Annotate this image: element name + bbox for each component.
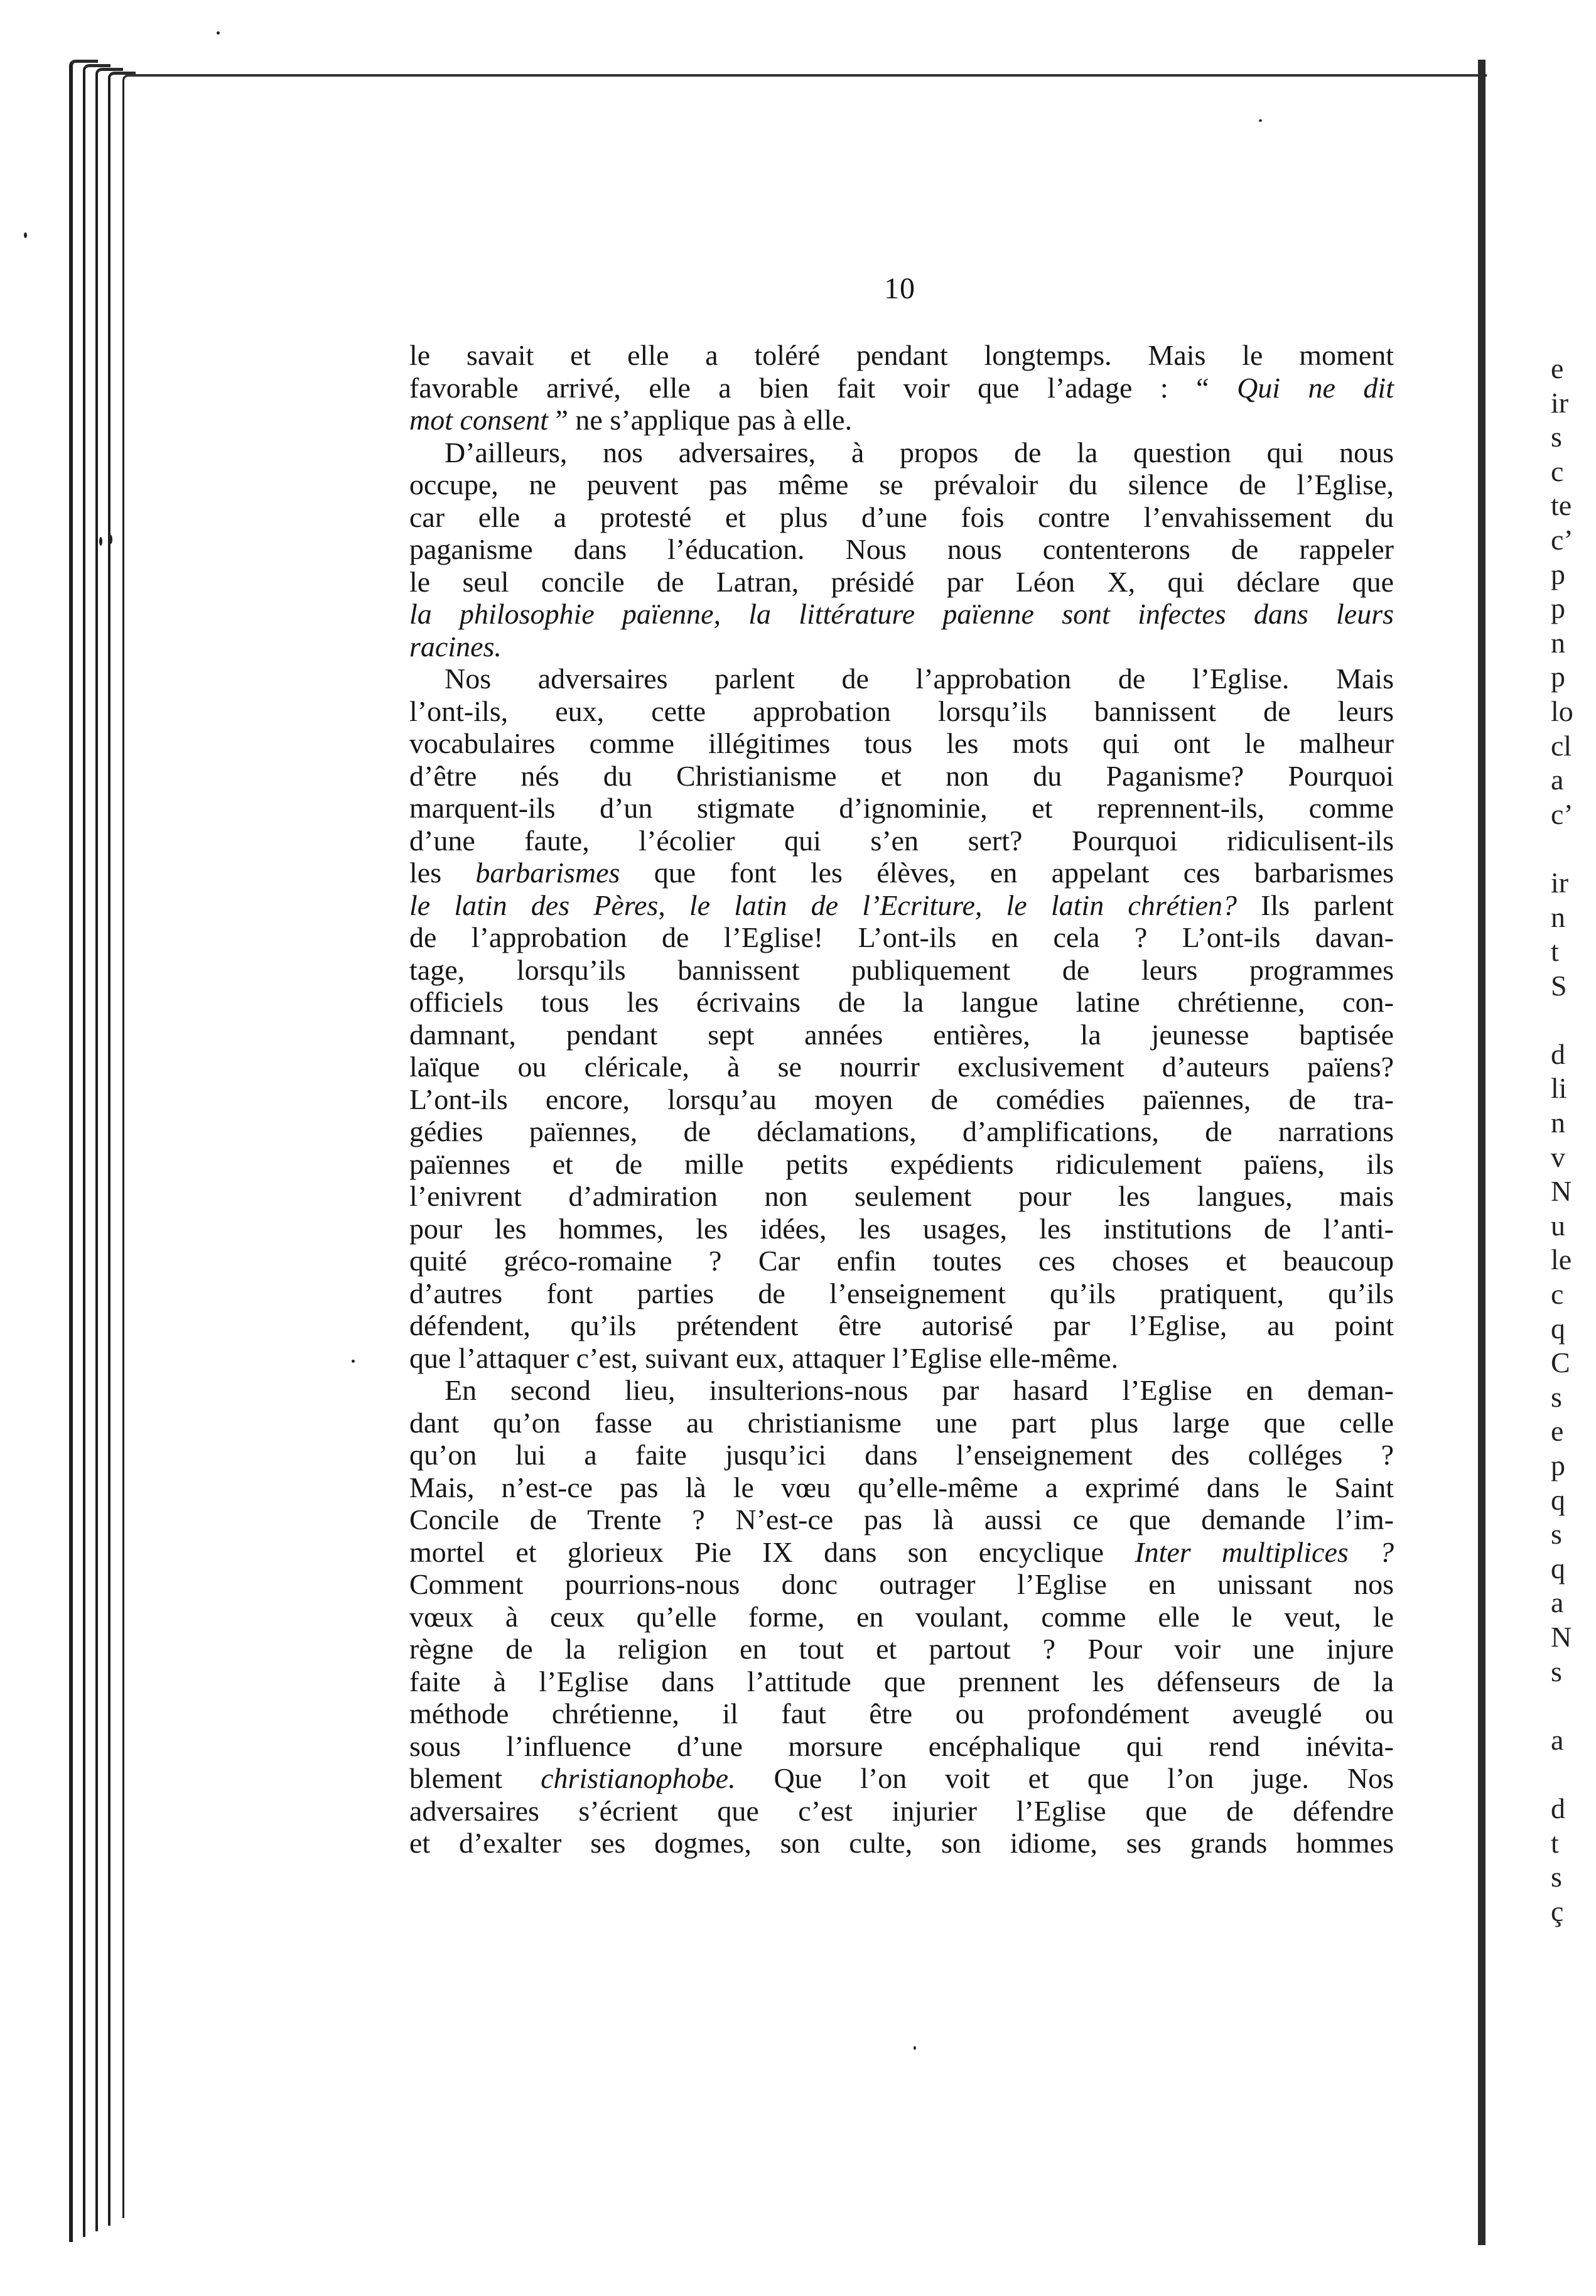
text-line: Nos adversaires parlent de l’approbation de l’Eglise. Mais: [445, 663, 1394, 695]
text-line: dant qu’on fasse au christianisme une part plus large que celle: [409, 1406, 1394, 1439]
facing-fragment: t: [1551, 935, 1559, 968]
text-line: quité gréco-romaine ? Car enfin toutes ces choses et beaucoup: [409, 1245, 1394, 1277]
facing-fragment: d: [1551, 1792, 1565, 1824]
text-line: L’ont-ils encore, lorsqu’au moyen de comédies païennes, de tra-: [409, 1083, 1394, 1115]
text-line: adversaires s’écrient que c’est injurier l’Eglise que de défendre: [409, 1794, 1394, 1827]
text-line: mortel et glorieux Pie IX dans son encyclique Inter multiplices ?: [409, 1535, 1394, 1568]
facing-fragment: c’: [1551, 523, 1573, 556]
text-line: damnant, pendant sept années entières, la jeunesse baptisée: [409, 1018, 1394, 1051]
body-text: [409, 339, 1394, 1860]
facing-fragment: N: [1551, 1620, 1572, 1653]
text-line: règne de la religion en tout et partout ? Pour voir une injure: [409, 1633, 1394, 1665]
facing-fragment: le: [1551, 1243, 1572, 1276]
facing-fragment: a: [1551, 764, 1564, 796]
text-line: Mais, n’est-ce pas là le vœu qu’elle-même a exprimé dans le Saint: [409, 1471, 1394, 1503]
facing-fragment: s: [1551, 1380, 1562, 1413]
text-line: sous l’influence d’une morsure encéphalique qui rend inévita-: [409, 1730, 1394, 1762]
facing-fragment: e: [1551, 352, 1564, 384]
text-line: favorable arrivé, elle a bien fait voir que l’adage : “ Qui ne dit: [409, 371, 1394, 404]
facing-fragment: ç: [1551, 1895, 1564, 1927]
facing-fragment: n: [1551, 901, 1565, 933]
text-line: d’une faute, l’écolier qui s’en sert? Pourquoi ridiculisent-ils: [409, 824, 1394, 857]
facing-fragment: a: [1551, 1586, 1564, 1619]
text-line: En second lieu, insulterions-nous par hasard l’Eglise en deman-: [445, 1374, 1394, 1406]
text-line: racines.: [409, 630, 502, 663]
facing-fragment: q: [1551, 1312, 1565, 1345]
facing-fragment: cl: [1551, 729, 1572, 762]
facing-fragment: s: [1551, 1655, 1562, 1687]
facing-fragment: c: [1551, 455, 1564, 487]
text-line: paganisme dans l’éducation. Nous nous contenterons de rappeler: [409, 533, 1394, 565]
facing-fragment: N: [1551, 1175, 1572, 1208]
facing-fragment: p: [1551, 558, 1565, 590]
ink-speck: [109, 535, 112, 544]
facing-fragment: [1551, 1689, 1596, 1723]
text-line: que l’attaquer c’est, suivant eux, attaquer l’Eglise elle-même.: [409, 1341, 1119, 1374]
facing-fragment: v: [1551, 1140, 1565, 1173]
text-line: faite à l’Eglise dans l’attitude que prennent les défenseurs de la: [409, 1665, 1394, 1698]
text-line: défendent, qu’ils prétendent être autorisé par l’Eglise, au point: [409, 1309, 1394, 1341]
facing-fragment: te: [1551, 489, 1572, 522]
text-line: l’enivrent d’admiration non seulement pour les langues, mais: [409, 1180, 1394, 1212]
text-line: gédies païennes, de déclamations, d’amplifications, de narrations: [409, 1115, 1394, 1147]
ink-speck: [99, 537, 102, 546]
page-number: 10: [884, 272, 915, 305]
text-line: vocabulaires comme illégitimes tous les mots qui ont le malheur: [409, 727, 1394, 759]
text-line: pour les hommes, les idées, les usages, les institutions de l’anti-: [409, 1212, 1394, 1245]
text-line: les barbarismes que font les élèves, en appelant ces barbarismes: [409, 857, 1394, 889]
text-line: car elle a protesté et plus d’une fois contre l’envahissement du: [409, 501, 1394, 533]
text-line: mot consent ” ne s’applique pas à elle.: [409, 404, 853, 436]
facing-fragment: ir: [1551, 386, 1569, 419]
text-line: le seul concile de Latran, présidé par Léon X, qui déclare que: [409, 565, 1394, 598]
text-line: Comment pourrions-nous donc outrager l’Eglise en unissant nos: [409, 1568, 1394, 1600]
facing-fragment: q: [1551, 1552, 1565, 1584]
facing-fragment: c: [1551, 1278, 1564, 1311]
ink-speck: [352, 1360, 355, 1363]
ink-speck: [24, 232, 27, 238]
text-line: blement christianophobe. Que l’on voit et que l’on juge. Nos: [409, 1762, 1394, 1794]
text-line: tage, lorsqu’ils bannissent publiquement de leurs programmes: [409, 953, 1394, 986]
text-line: laïque ou cléricale, à se nourrir exclusivement d’auteurs païens?: [409, 1051, 1394, 1083]
text-line: de l’approbation de l’Eglise! L’ont-ils en cela ? L’ont-ils davan-: [409, 921, 1394, 953]
facing-fragment: n: [1551, 626, 1565, 659]
facing-fragment: [1551, 1757, 1596, 1792]
facing-fragment: [1551, 831, 1596, 866]
text-line: vœux à ceux qu’elle forme, en voulant, comme elle le veut, le: [409, 1600, 1394, 1633]
text-line: méthode chrétienne, il faut être ou profondément aveuglé ou: [409, 1698, 1394, 1730]
text-line: occupe, ne peuvent pas même se prévaloir du silence de l’Eglise,: [409, 468, 1394, 501]
text-line: d’autres font parties de l’enseignement qu’ils pratiquent, qu’ils: [409, 1277, 1394, 1309]
facing-fragment: q: [1551, 1483, 1565, 1516]
facing-fragment: p: [1551, 1449, 1565, 1481]
facing-fragment: C: [1551, 1346, 1570, 1379]
facing-fragment: s: [1551, 1518, 1562, 1551]
text-line: Concile de Trente ? N’est-ce pas là aussi ce que demande l’im-: [409, 1503, 1394, 1535]
facing-page-fragments: [1551, 352, 1596, 1929]
facing-fragment: p: [1551, 592, 1565, 625]
text-line: d’être nés du Christianisme et non du Paganisme? Pourquoi: [409, 759, 1394, 792]
facing-fragment: [1551, 1003, 1596, 1037]
facing-fragment: lo: [1551, 695, 1573, 727]
book-spine: [1478, 60, 1485, 2245]
facing-fragment: li: [1551, 1072, 1567, 1105]
text-line: le latin des Pères, le latin de l’Ecriture, le latin chrétien? Ils parlent: [409, 889, 1394, 921]
text-line: l’ont-ils, eux, cette approbation lorsqu’ils bannissent de leurs: [409, 695, 1394, 727]
text-line: marquent-ils d’un stigmate d’ignominie, et reprennent-ils, comme: [409, 792, 1394, 824]
ink-speck: [1259, 119, 1262, 122]
facing-fragment: c’: [1551, 798, 1573, 830]
text-line: la philosophie païenne, la littérature païenne sont infectes dans leurs: [409, 598, 1394, 630]
facing-fragment: d: [1551, 1037, 1565, 1070]
text-line: officiels tous les écrivains de la langue latine chrétienne, con-: [409, 986, 1394, 1018]
text-line: qu’on lui a faite jusqu’ici dans l’enseignement des colléges ?: [409, 1439, 1394, 1471]
facing-fragment: u: [1551, 1209, 1565, 1242]
text-line: et d’exalter ses dogmes, son culte, son idiome, ses grands hommes: [409, 1827, 1394, 1859]
text-line: le savait et elle a toléré pendant longtemps. Mais le moment: [409, 339, 1394, 371]
facing-fragment: e: [1551, 1415, 1564, 1448]
text-line: D’ailleurs, nos adversaires, à propos de la question qui nous: [445, 436, 1394, 468]
facing-fragment: a: [1551, 1723, 1564, 1756]
facing-fragment: n: [1551, 1107, 1565, 1139]
facing-fragment: s: [1551, 1861, 1562, 1893]
facing-fragment: s: [1551, 421, 1562, 453]
facing-fragment: t: [1551, 1826, 1559, 1859]
ink-speck: [914, 2046, 916, 2050]
text-line: païennes et de mille petits expédients ridiculement païens, ils: [409, 1147, 1394, 1180]
facing-fragment: ir: [1551, 866, 1569, 899]
facing-fragment: p: [1551, 661, 1565, 693]
ink-speck: [217, 31, 220, 35]
facing-fragment: S: [1551, 969, 1567, 1002]
